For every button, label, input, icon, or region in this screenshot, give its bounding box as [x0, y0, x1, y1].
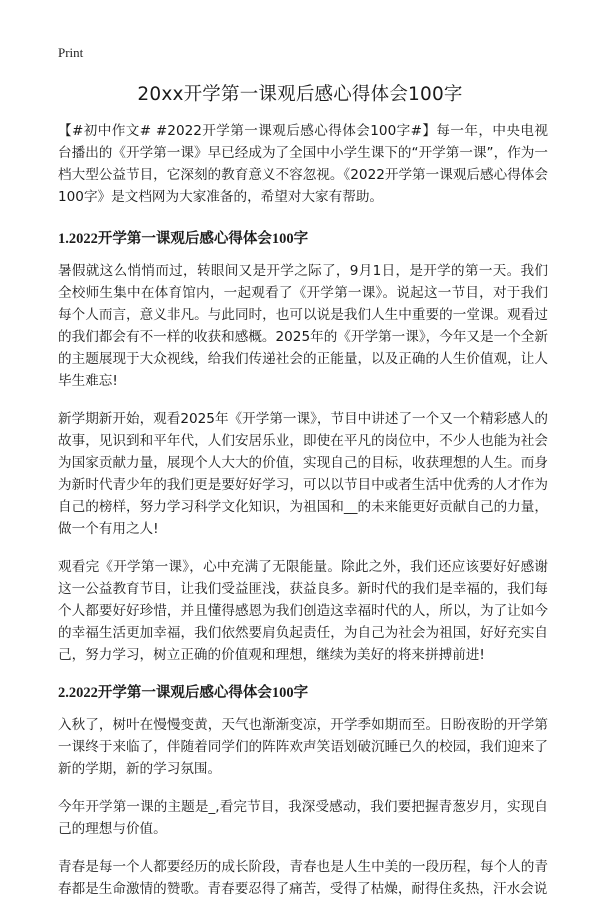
intro-text: 每一年，中央电视台播出的《开学第一课》早已经成为了全国中小学生课下的“开学第一课”，作为一档大型公益节目，它深刻的教育意义不容忽视。《2022开学第一课观后感心得体会100字》是文档网为大家准备的，希望对大家有帮助。 — [58, 123, 549, 205]
section-2-paragraph-2: 今年开学第一课的主题是_,看完节目，我深受感动，我们要把握青葱岁月，实现自己的理想与价值。 — [58, 799, 548, 837]
document-body — [58, 120, 548, 916]
section-2-paragraph-3: 青春是每一个人都要经历的成长阶段，青春也是人生中美的一段历程，每个人的青春都是生命激情的赞歌。青春要忍得了痛苦，受得了枯燥，耐得住炙热，汗水会说 — [58, 859, 548, 897]
section-1-heading: 1.2022开学第一课观后感心得体会100字 — [58, 231, 309, 247]
intro-paragraph — [58, 120, 548, 208]
section-1-paragraph-3: 观看完《开学第一课》，心中充满了无限能量。除此之外，我们还应该要好好感谢这一公益教育节目，让我们受益匪浅，获益良多。新时代的我们是幸福的，我们每个人都要好好珍惜，并且懂得感恩为我们创造这幸福时代的人，所以，为了让如今的幸福生活更加幸福，我们依然要肩负起责任，为自己为社会为祖国，好好充实自己，努力学习，树立正确的价值观和理想，继续为美好的将来拼搏前进! — [58, 559, 548, 663]
section-1-paragraph-2: 新学期新开始，观看2025年《开学第一课》，节目中讲述了一个又一个精彩感人的故事，见识到和平年代，人们安居乐业，即使在平凡的岗位中，不少人也能为社会为国家贡献力量，展现个人大大的价值，实现自己的目标，收获理想的人生。而身为新时代青少年的我们更是要好好学习，可以以节目中或者生活中优秀的人才作为自己的榜样，努力学习科学文化知识，为祖国和__的未来能更好贡献自己的力量，做一个有用之人! — [58, 411, 548, 537]
section-2-paragraph-1: 入秋了，树叶在慢慢变黄，天气也渐渐变凉，开学季如期而至。日盼夜盼的开学第一课终于来临了，伴随着同学们的阵阵欢声笑语划破沉睡已久的校园，我们迎来了新的学期，新的学习氛围。 — [58, 717, 548, 777]
intro-tags: 【#初中作文# #2022开学第一课观后感心得体会100字#】 — [58, 123, 437, 139]
section-2-heading: 2.2022开学第一课观后感心得体会100字 — [58, 685, 309, 701]
document-title: 20xx开学第一课观后感心得体会100字 — [137, 84, 463, 105]
section-1-paragraph-1: 暑假就这么悄悄而过，转眼间又是开学之际了，9月1日，是开学的第一天。我们全校师生集中在体育馆内，一起观看了《开学第一课》。说起这一节目，对于我们每个人而言，意义非凡。与此同时，也可以说是我们人生中重要的一堂课。观看过的我们都会有不一样的收获和感概。2025年的《开学第一课》，今年又是一个全新的主题展现于大众视线，给我们传递社会的正能量，以及正确的人生价值观，让人毕生难忘! — [58, 263, 548, 389]
print-link[interactable]: Print — [58, 45, 84, 60]
